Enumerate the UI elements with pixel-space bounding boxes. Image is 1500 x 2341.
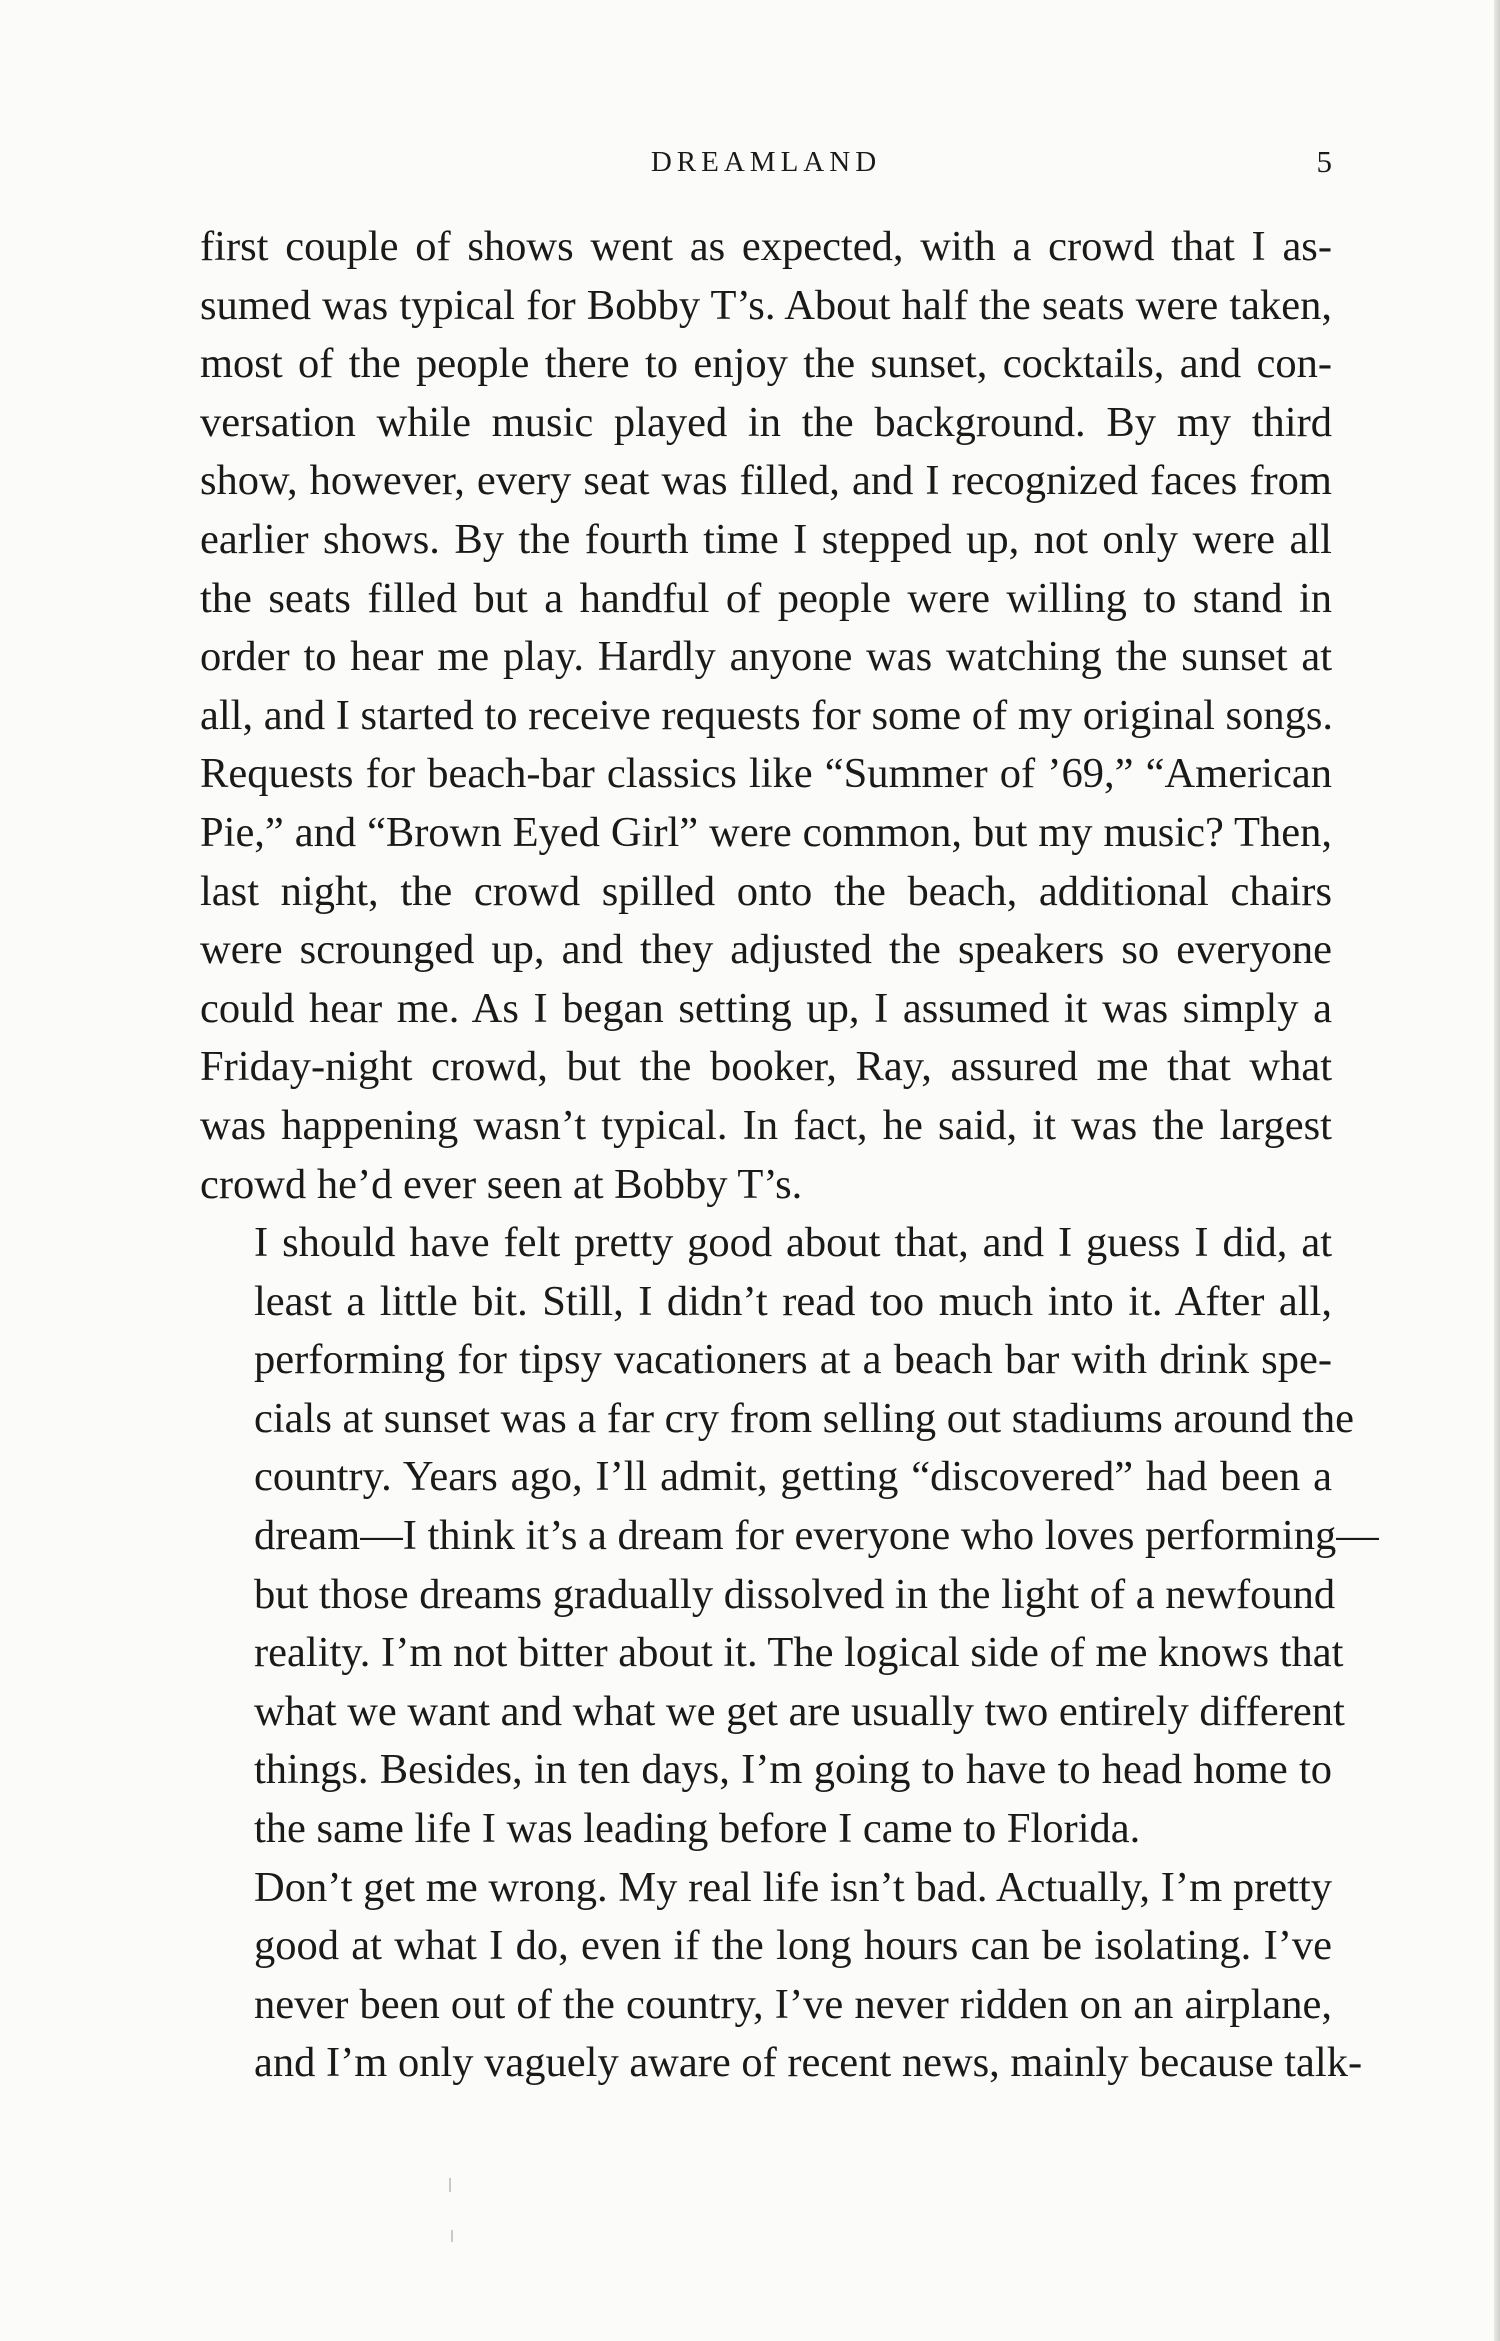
text-line: performing for tipsy vacationers at a beach bar with drink spe- <box>254 1336 1332 1384</box>
text-line: first couple of shows went as expected, with a crowd that I as- <box>200 223 1332 270</box>
paragraph-1 <box>200 218 1332 1214</box>
text-line: all, and I started to receive requests for some of my original songs. <box>200 691 1334 739</box>
body-text <box>200 218 1379 2093</box>
text-line: country. Years ago, I’ll admit, getting “discovered” had been a <box>254 1453 1332 1501</box>
page-number: 5 <box>1316 144 1332 179</box>
scan-speck <box>451 2230 453 2242</box>
text-line: what we want and what we get are usually two entirely different <box>254 1687 1345 1735</box>
text-line: Requests for beach-bar classics like “Summer of ’69,” “American <box>200 750 1332 798</box>
text-line: last night, the crowd spilled onto the beach, additional chairs <box>200 867 1332 915</box>
text-line: Friday-night crowd, but the booker, Ray, assured me that what <box>200 1043 1332 1091</box>
text-line: Pie,” and “Brown Eyed Girl” were common, but my music? Then, <box>200 808 1332 856</box>
text-line: sumed was typical for Bobby T’s. About half the seats were taken, <box>200 281 1332 329</box>
text-line: reality. I’m not bitter about it. The logical side of me knows that <box>254 1629 1344 1677</box>
text-line: cials at sunset was a far cry from selling out stadiums around the <box>254 1394 1354 1442</box>
text-line: order to hear me play. Hardly anyone was watching the sunset at <box>200 633 1332 681</box>
paragraph-3 <box>200 1859 1363 2093</box>
text-line: was happening wasn’t typical. In fact, he said, it was the largest <box>200 1101 1332 1149</box>
scan-speck <box>449 2178 451 2192</box>
text-line: I should have felt pretty good about that, and I guess I did, at <box>254 1219 1332 1267</box>
text-line: never been out of the country, I’ve never ridden on an airplane, <box>254 1980 1332 2028</box>
running-title: DREAMLAND <box>650 146 882 178</box>
text-line: but those dreams gradually dissolved in the light of a newfound <box>254 1570 1336 1618</box>
text-line: were scrounged up, and they adjusted the speakers so everyone <box>200 926 1332 974</box>
text-line: show, however, every seat was filled, and I recognized faces from <box>200 457 1332 505</box>
running-head <box>200 142 1332 182</box>
text-line: the same life I was leading before I came to Florida. <box>254 1805 1141 1853</box>
text-line: versation while music played in the background. By my third <box>200 398 1332 446</box>
text-line: earlier shows. By the fourth time I stepped up, not only were all <box>200 515 1332 563</box>
text-line: and I’m only vaguely aware of recent news, mainly because talk- <box>254 2039 1363 2087</box>
paragraph-2 <box>200 1214 1379 1859</box>
text-line: dream—I think it’s a dream for everyone who loves performing— <box>254 1512 1379 1560</box>
page-edge-shadow <box>1494 0 1500 2341</box>
text-line: crowd he’d ever seen at Bobby T’s. <box>200 1160 803 1208</box>
text-line: least a little bit. Still, I didn’t read too much into it. After all, <box>254 1277 1332 1325</box>
text-line: could hear me. As I began setting up, I assumed it was simply a <box>200 984 1332 1032</box>
text-line: good at what I do, even if the long hours can be isolating. I’ve <box>254 1922 1332 1970</box>
text-line: the seats filled but a handful of people were willing to stand in <box>200 574 1332 622</box>
text-line: things. Besides, in ten days, I’m going to have to head home to <box>254 1746 1332 1794</box>
text-line: most of the people there to enjoy the sunset, cocktails, and con- <box>200 340 1332 388</box>
text-line: Don’t get me wrong. My real life isn’t bad. Actually, I’m pretty <box>254 1863 1332 1911</box>
